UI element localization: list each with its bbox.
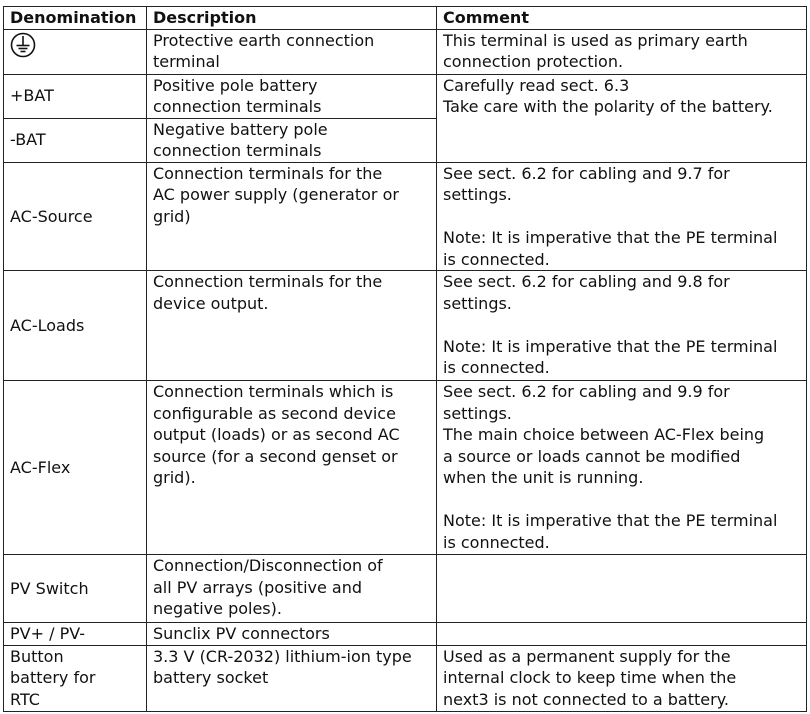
text-line: Sunclix PV connectors bbox=[153, 624, 330, 643]
text-line: settings. bbox=[443, 403, 512, 423]
text-line: Take care with the polarity of the battery. bbox=[443, 97, 773, 116]
text-line: terminal bbox=[153, 52, 220, 71]
text-line: The main choice between AC-Flex being bbox=[443, 425, 765, 444]
description-cell bbox=[147, 555, 437, 623]
text-line: source (for a second genset or bbox=[153, 446, 398, 466]
header-row bbox=[4, 7, 807, 30]
text-line: Positive pole battery bbox=[153, 75, 318, 95]
text-line: battery for bbox=[10, 668, 96, 687]
text-line: grid). bbox=[153, 468, 196, 487]
text-line: See sect. 6.2 for cabling and 9.9 for bbox=[443, 382, 730, 401]
text-line: battery socket bbox=[153, 668, 269, 687]
text-line: Protective earth connection bbox=[153, 30, 375, 50]
description-cell bbox=[147, 118, 437, 162]
denomination-cell bbox=[4, 645, 147, 711]
denomination-cell: +BAT bbox=[4, 74, 147, 118]
denomination-cell bbox=[4, 29, 147, 74]
description-cell bbox=[147, 162, 437, 271]
text-line: Negative battery pole bbox=[153, 119, 328, 139]
denomination-cell: PV Switch bbox=[4, 555, 147, 623]
header-description: Description bbox=[147, 7, 437, 30]
text-line: is connected. bbox=[443, 532, 550, 552]
protective-earth-icon bbox=[10, 32, 36, 58]
table-row bbox=[4, 29, 807, 74]
text-line: when the unit is running. bbox=[443, 468, 644, 487]
text-line: settings. bbox=[443, 293, 512, 313]
text-line: internal clock to keep time when the bbox=[443, 668, 737, 687]
text-line: RTC bbox=[10, 689, 40, 709]
denomination-cell: AC-Flex bbox=[4, 381, 147, 555]
denomination-cell: PV+ / PV- bbox=[4, 623, 147, 646]
table-row bbox=[4, 555, 807, 623]
text-line: Note: It is imperative that the PE terminal bbox=[443, 511, 778, 530]
denomination-cell: AC-Loads bbox=[4, 271, 147, 381]
text-line: output (loads) or as second AC bbox=[153, 425, 400, 444]
text-line: a source or loads cannot be modified bbox=[443, 446, 741, 466]
header-comment: Comment bbox=[437, 7, 807, 30]
text-line: connection terminals bbox=[153, 97, 322, 116]
text-line: all PV arrays (positive and bbox=[153, 577, 363, 597]
description-cell bbox=[147, 381, 437, 555]
table-row bbox=[4, 381, 807, 555]
text-line: Note: It is imperative that the PE terminal bbox=[443, 228, 778, 247]
text-line: Carefully read sect. 6.3 bbox=[443, 75, 630, 95]
terminals-table bbox=[3, 6, 807, 712]
text-line: is connected. bbox=[443, 358, 550, 377]
description-cell bbox=[147, 623, 437, 646]
table-row bbox=[4, 74, 807, 118]
comment-cell bbox=[437, 29, 807, 74]
denomination-cell: AC-Source bbox=[4, 162, 147, 271]
comment-cell bbox=[437, 555, 807, 623]
text-line: Note: It is imperative that the PE terminal bbox=[443, 336, 778, 356]
comment-cell bbox=[437, 645, 807, 711]
text-line: configurable as second device bbox=[153, 403, 396, 423]
text-line: Connection terminals for the bbox=[153, 272, 383, 291]
comment-cell bbox=[437, 74, 807, 162]
text-line: grid) bbox=[153, 206, 191, 226]
blank-line bbox=[443, 489, 800, 511]
text-line: 3.3 V (CR-2032) lithium-ion type bbox=[153, 646, 412, 666]
text-line: connection protection. bbox=[443, 52, 624, 71]
table-row bbox=[4, 623, 807, 646]
text-line: See sect. 6.2 for cabling and 9.7 for bbox=[443, 163, 730, 183]
text-line: device output. bbox=[153, 293, 269, 313]
text-line: Button bbox=[10, 646, 64, 666]
table-row bbox=[4, 645, 807, 711]
comment-cell bbox=[437, 271, 807, 381]
text-line: Connection terminals which is bbox=[153, 382, 394, 401]
text-line: Connection/Disconnection of bbox=[153, 556, 383, 575]
table-row bbox=[4, 162, 807, 271]
blank-line bbox=[443, 206, 800, 228]
text-line: negative poles). bbox=[153, 599, 282, 618]
text-line: This terminal is used as primary earth bbox=[443, 30, 748, 50]
header-denomination: Denomination bbox=[4, 7, 147, 30]
comment-cell bbox=[437, 623, 807, 646]
blank-line bbox=[443, 314, 800, 336]
text-line: AC power supply (generator or bbox=[153, 185, 399, 204]
description-cell bbox=[147, 645, 437, 711]
text-line: Used as a permanent supply for the bbox=[443, 646, 731, 666]
description-cell bbox=[147, 74, 437, 118]
text-line: settings. bbox=[443, 185, 512, 204]
text-line: next3 is not connected to a battery. bbox=[443, 689, 729, 709]
description-cell bbox=[147, 271, 437, 381]
text-line: is connected. bbox=[443, 249, 550, 269]
text-line: See sect. 6.2 for cabling and 9.8 for bbox=[443, 272, 730, 291]
comment-cell bbox=[437, 162, 807, 271]
table-row bbox=[4, 271, 807, 381]
text-line: connection terminals bbox=[153, 141, 322, 160]
denomination-cell: -BAT bbox=[4, 118, 147, 162]
text-line: Connection terminals for the bbox=[153, 163, 383, 183]
description-cell bbox=[147, 29, 437, 74]
comment-cell bbox=[437, 381, 807, 555]
